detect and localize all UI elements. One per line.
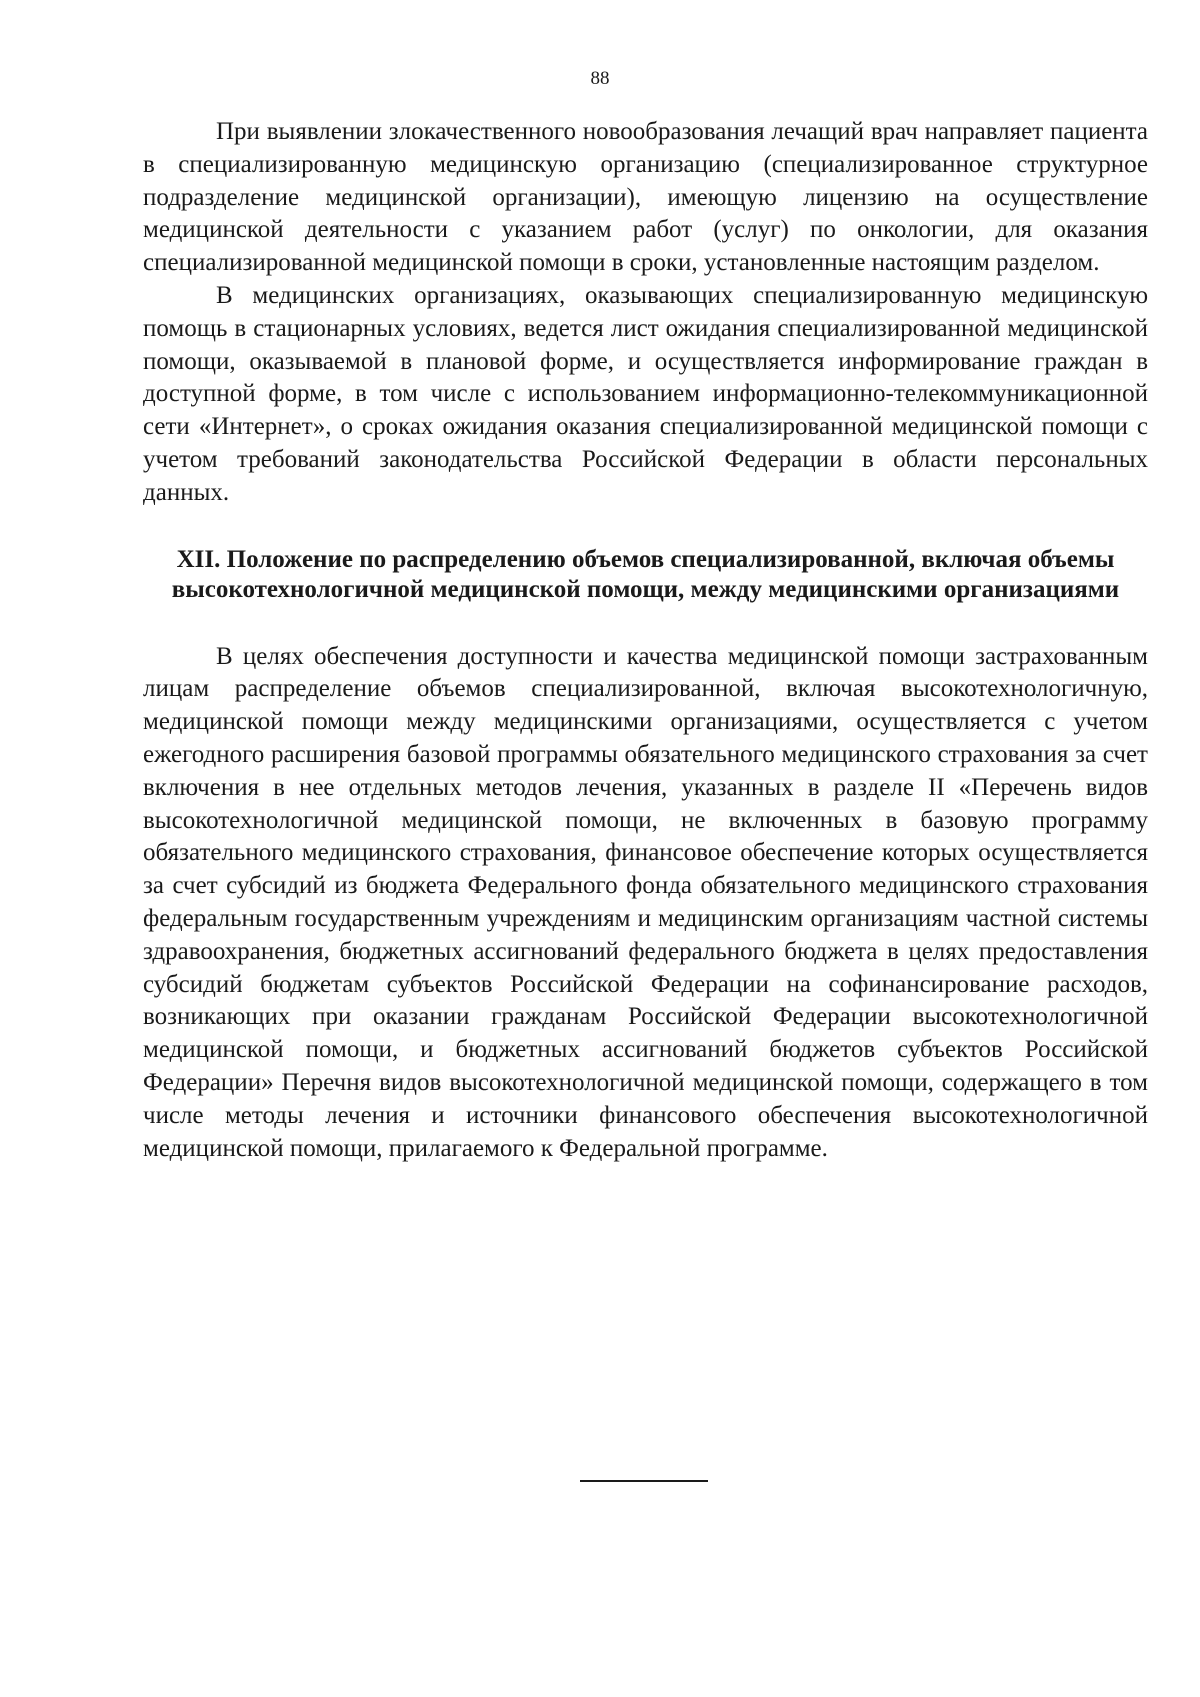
page-content — [143, 116, 1148, 1165]
paragraph-oncology-referral: При выявлении злокачественного новообразования лечащий врач направляет пациента в специализированную медицинскую организацию (специализированное структурное подразделение медицинской организации), имеющую лицензию на осуществление медицинской деятельности с указанием работ (услуг) по онкологии, для оказания специализированной медицинской помощи в сроки, установленные настоящим разделом. — [143, 118, 1148, 277]
spacer — [143, 605, 1148, 641]
section-heading: XII. Положение по распределению объемов специализированной, включая объемы высокотехнологичной медицинской помощи, между медицинскими организациями — [171, 545, 1120, 603]
end-of-document-rule — [580, 1480, 708, 1482]
paragraph-waiting-list: В медицинских организациях, оказывающих специализированную медицинскую помощь в стационарных условиях, ведется лист ожидания специализированной медицинской помощи, оказываемой в плановой форме, и осуществляется информирование граждан в доступной форме, в том числе с использованием информационно-телекоммуникационной сети «Интернет», о сроках ожидания оказания специализированной медицинской помощи с учетом требований законодательства Российской Федерации в области персональных данных. — [143, 281, 1148, 506]
page-number: 88 — [590, 68, 610, 89]
paragraph-volume-distribution: В целях обеспечения доступности и качества медицинской помощи застрахованным лицам распределение объемов специализированной, включая высокотехнологичную, медицинской помощи между медицинскими организациями, осуществляется с учетом ежегодного расширения базовой программы обязательного медицинского страхования за счет включения в нее отдельных методов лечения, указанных в разделе II «Перечень видов высокотехнологичной медицинской помощи, не включенных в базовую программу обязательного медицинского страхования, финансовое обеспечение которых осуществляется за счет субсидий из бюджета Федерального фонда обязательного медицинского страхования федеральным государственным учреждениям и медицинским организациям частной системы здравоохранения, бюджетных ассигнований федерального бюджета в целях предоставления субсидий бюджетам субъектов Российской Федерации на софинансирование расходов, возникающих при оказании гражданам Российской Федерации высокотехнологичной медицинской помощи, и бюджетных ассигнований бюджетов субъектов Российской Федерации» Перечня видов высокотехнологичной медицинской помощи, содержащего в том числе методы лечения и источники финансового обеспечения высокотехнологичной медицинской помощи, прилагаемого к Федеральной программе. — [143, 642, 1148, 1162]
